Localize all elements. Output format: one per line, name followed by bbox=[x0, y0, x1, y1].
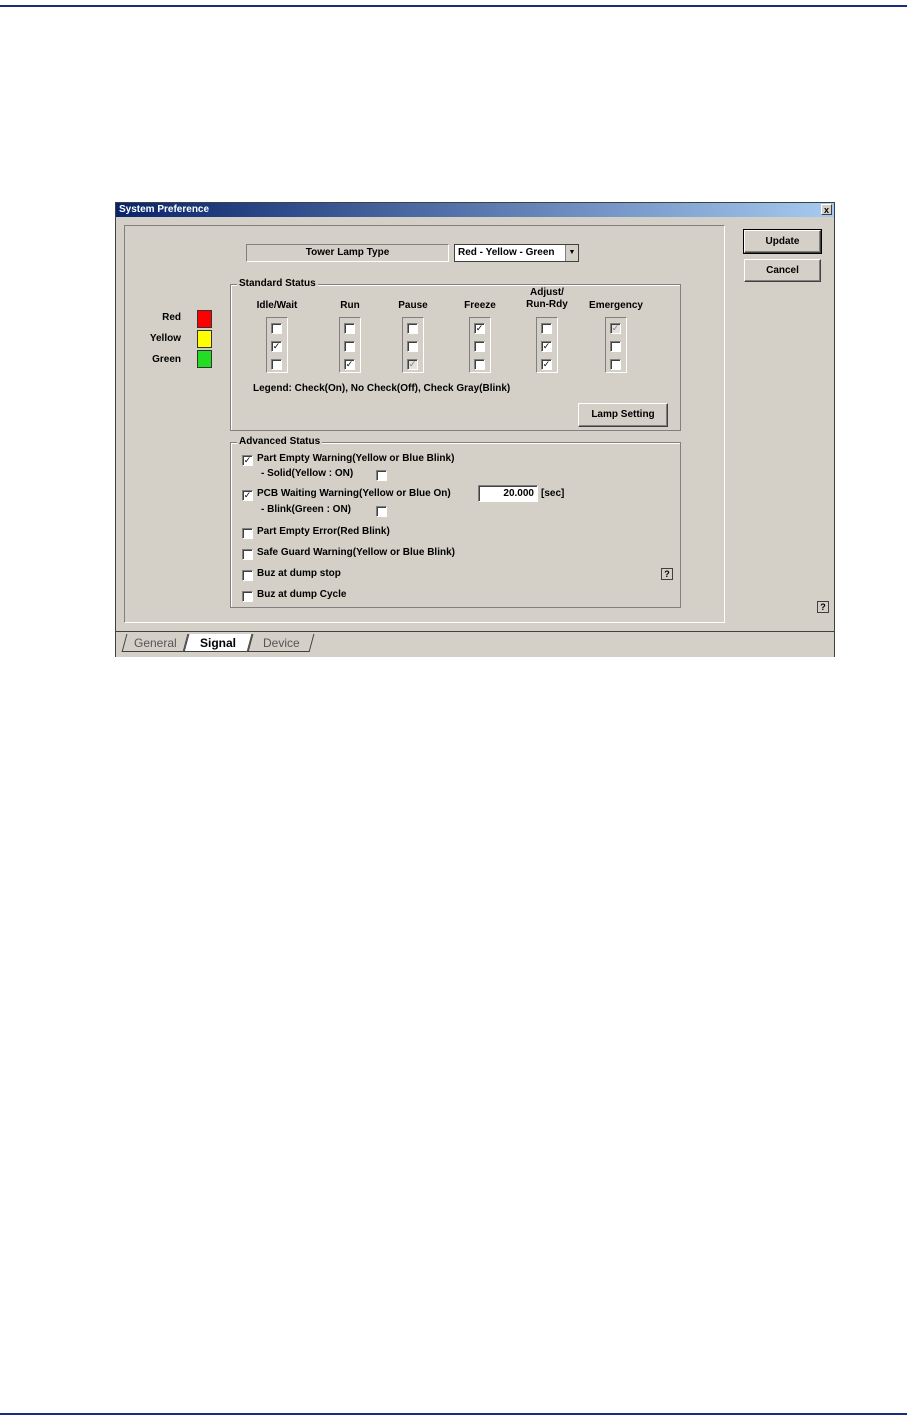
status-column-box bbox=[605, 317, 627, 373]
close-button[interactable]: x bbox=[821, 204, 832, 215]
solid-sub-checkbox[interactable] bbox=[376, 470, 387, 481]
column-header: Idle/Wait bbox=[256, 300, 298, 311]
status-checkbox[interactable]: ✓ bbox=[611, 323, 620, 333]
lamp-red bbox=[197, 310, 212, 328]
lamp-green bbox=[197, 350, 212, 368]
update-button[interactable]: Update bbox=[744, 230, 821, 253]
status-column-box bbox=[266, 317, 288, 373]
bottom-page-rule bbox=[0, 1413, 907, 1415]
lamp-yellow bbox=[197, 330, 212, 348]
status-checkbox[interactable]: ✓ bbox=[408, 359, 417, 369]
lamp-label-red: Red bbox=[162, 312, 181, 323]
top-page-rule bbox=[0, 5, 907, 7]
status-checkbox[interactable] bbox=[541, 323, 552, 334]
blink-sub-label: - Blink(Green : ON) bbox=[261, 504, 352, 515]
part-empty-error-label: Part Empty Error(Red Blink) bbox=[257, 526, 390, 537]
tower-lamp-type-label: Tower Lamp Type bbox=[246, 244, 449, 262]
safe-guard-warning-checkbox[interactable] bbox=[242, 549, 253, 560]
status-checkbox[interactable] bbox=[271, 323, 282, 334]
pcb-waiting-unit: [sec] bbox=[541, 488, 565, 499]
tower-lamp-type-value: Red - Yellow - Green bbox=[458, 247, 555, 258]
tab-signal[interactable]: Signal bbox=[184, 634, 253, 652]
tab-device[interactable]: Device bbox=[248, 634, 315, 652]
advanced-help-icon[interactable]: ? bbox=[661, 568, 673, 580]
title-bar bbox=[116, 203, 834, 217]
pcb-waiting-checkbox[interactable]: ✓ bbox=[243, 490, 252, 500]
cancel-button[interactable]: Cancel bbox=[744, 259, 821, 282]
status-checkbox[interactable]: ✓ bbox=[542, 359, 551, 369]
buz-dump-stop-checkbox[interactable] bbox=[242, 570, 253, 581]
lamp-setting-button[interactable]: Lamp Setting bbox=[578, 403, 668, 427]
tab-general[interactable]: General bbox=[122, 634, 189, 652]
status-checkbox[interactable] bbox=[610, 341, 621, 352]
status-checkbox[interactable] bbox=[344, 341, 355, 352]
lamp-label-yellow: Yellow bbox=[149, 333, 181, 344]
status-column-box bbox=[402, 317, 424, 373]
column-header: Freeze bbox=[464, 300, 496, 311]
system-preference-dialog bbox=[115, 202, 835, 657]
part-empty-warning-label: Part Empty Warning(Yellow or Blue Blink) bbox=[257, 453, 455, 464]
status-checkbox[interactable] bbox=[271, 359, 282, 370]
buz-dump-cycle-label: Buz at dump Cycle bbox=[257, 589, 347, 600]
buz-dump-stop-label: Buz at dump stop bbox=[257, 568, 341, 579]
status-column-box bbox=[536, 317, 558, 373]
advanced-status-group bbox=[230, 436, 681, 608]
pcb-waiting-seconds-input[interactable]: 20.000 bbox=[478, 485, 538, 502]
status-checkbox[interactable]: ✓ bbox=[542, 341, 551, 351]
chevron-down-icon[interactable]: ▼ bbox=[565, 245, 578, 261]
standard-status-group bbox=[230, 278, 681, 431]
status-checkbox[interactable] bbox=[344, 323, 355, 334]
status-checkbox[interactable]: ✓ bbox=[272, 341, 281, 351]
status-checkbox[interactable] bbox=[407, 323, 418, 334]
status-checkbox[interactable] bbox=[474, 341, 485, 352]
dialog-help-icon[interactable]: ? bbox=[817, 601, 829, 613]
status-column-box bbox=[469, 317, 491, 373]
safe-guard-warning-label: Safe Guard Warning(Yellow or Blue Blink) bbox=[257, 547, 455, 558]
dialog-title: System Preference bbox=[119, 204, 210, 215]
part-empty-warning-checkbox[interactable]: ✓ bbox=[243, 455, 252, 465]
tab-strip bbox=[116, 631, 834, 657]
status-checkbox[interactable] bbox=[474, 359, 485, 370]
blink-sub-checkbox[interactable] bbox=[376, 506, 387, 517]
buz-dump-cycle-checkbox[interactable] bbox=[242, 591, 253, 602]
column-header: Pause bbox=[398, 300, 428, 311]
status-checkbox[interactable]: ✓ bbox=[475, 323, 484, 333]
part-empty-error-checkbox[interactable] bbox=[242, 528, 253, 539]
lamp-label-green: Green bbox=[152, 354, 181, 365]
column-header: Emergency bbox=[589, 300, 643, 311]
status-checkbox[interactable] bbox=[407, 341, 418, 352]
pcb-waiting-label: PCB Waiting Warning(Yellow or Blue On) bbox=[257, 488, 451, 499]
standard-status-title: Standard Status bbox=[239, 278, 316, 289]
column-header: Run bbox=[340, 300, 360, 311]
solid-sub-label: - Solid(Yellow : ON) bbox=[261, 468, 354, 479]
advanced-status-title: Advanced Status bbox=[239, 436, 321, 447]
status-column-box bbox=[339, 317, 361, 373]
signal-panel bbox=[124, 225, 725, 623]
column-header: Adjust/ Run-Rdy bbox=[526, 287, 568, 310]
legend-text: Legend: Check(On), No Check(Off), Check Gray(Blink) bbox=[253, 383, 511, 394]
tower-lamp-type-select[interactable] bbox=[454, 244, 579, 262]
status-checkbox[interactable] bbox=[610, 359, 621, 370]
status-checkbox[interactable]: ✓ bbox=[345, 359, 354, 369]
